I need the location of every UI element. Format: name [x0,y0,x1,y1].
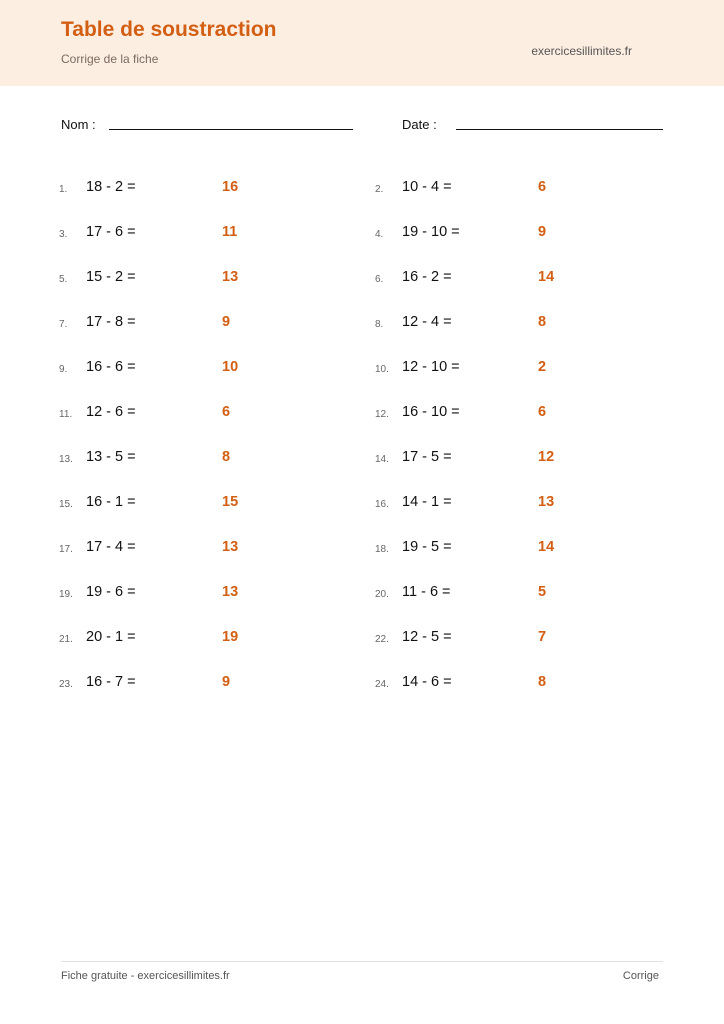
problem-expression: 16 - 10 = [402,404,460,420]
problem-item [375,674,675,694]
problem-answer: 2 [538,359,547,375]
problem-expression: 16 - 1 = [86,494,136,510]
problem-answer: 9 [222,674,231,690]
problem-item [59,404,359,424]
problem-item [59,449,359,469]
problem-expression: 12 - 5 = [402,629,452,645]
problem-item [59,314,359,334]
date-label: Date : [402,117,437,132]
problem-expression: 19 - 6 = [86,584,136,600]
problem-number: 1. [59,184,68,195]
problem-expression: 13 - 5 = [86,449,136,465]
problem-item [375,269,675,289]
problem-expression: 14 - 1 = [402,494,452,510]
problem-number: 11. [59,409,73,420]
problem-answer: 6 [222,404,231,420]
problem-number: 10. [375,364,389,375]
page-subtitle: Corrige de la fiche [61,52,159,66]
problem-answer: 14 [538,539,555,555]
problem-expression: 16 - 6 = [86,359,136,375]
problem-answer: 15 [222,494,239,510]
problem-item [59,494,359,514]
problem-item [375,584,675,604]
problem-number: 21. [59,634,73,645]
problem-number: 8. [375,319,384,330]
problem-expression: 12 - 6 = [86,404,136,420]
problem-answer: 8 [222,449,231,465]
problem-number: 19. [59,589,73,600]
problem-expression: 17 - 4 = [86,539,136,555]
problem-number: 18. [375,544,389,555]
problem-answer: 14 [538,269,555,285]
problem-item [375,629,675,649]
problem-answer: 6 [538,404,547,420]
problem-answer: 8 [538,674,547,690]
problem-item [59,179,359,199]
problem-expression: 10 - 4 = [402,179,452,195]
problem-item [375,539,675,559]
problem-number: 2. [375,184,384,195]
problem-item [375,494,675,514]
problem-expression: 14 - 6 = [402,674,452,690]
problem-expression: 19 - 10 = [402,224,460,240]
problem-item [375,404,675,424]
footer-right-text: Corrige [622,970,659,982]
problem-expression: 12 - 4 = [402,314,452,330]
problem-expression: 12 - 10 = [402,359,460,375]
problem-answer: 9 [538,224,547,240]
problem-item [375,224,675,244]
problem-item [375,449,675,469]
problem-item [375,359,675,379]
problem-number: 9. [59,364,68,375]
problem-expression: 19 - 5 = [402,539,452,555]
problem-number: 23. [59,679,73,690]
problem-answer: 7 [538,629,547,645]
problem-expression: 16 - 2 = [402,269,452,285]
problem-number: 22. [375,634,389,645]
problem-expression: 20 - 1 = [86,629,136,645]
page-title: Table de soustraction [61,18,277,41]
problem-answer: 12 [538,449,555,465]
problem-expression: 11 - 6 = [402,584,451,600]
name-field-line [109,129,353,130]
problem-item [59,224,359,244]
problem-number: 15. [59,499,73,510]
problem-answer: 11 [222,224,238,240]
problem-item [59,584,359,604]
problem-number: 17. [59,544,73,555]
problem-item [59,539,359,559]
problem-number: 14. [375,454,389,465]
problem-number: 6. [375,274,384,285]
problem-number: 24. [375,679,389,690]
problem-expression: 17 - 8 = [86,314,136,330]
footer-divider [61,961,663,962]
problem-answer: 6 [538,179,547,195]
problem-item [59,674,359,694]
page-header [0,0,724,86]
problem-number: 3. [59,229,68,240]
problem-answer: 13 [222,539,239,555]
problem-item [375,179,675,199]
problem-expression: 17 - 5 = [402,449,452,465]
footer-left-text: Fiche gratuite - exercicesillimites.fr [61,970,230,982]
problem-number: 7. [59,319,68,330]
problem-expression: 16 - 7 = [86,674,136,690]
problem-number: 13. [59,454,73,465]
date-field-line [456,129,663,130]
problem-item [59,629,359,649]
problem-number: 16. [375,499,389,510]
problem-expression: 18 - 2 = [86,179,136,195]
problem-answer: 19 [222,629,239,645]
problem-answer: 16 [222,179,239,195]
problem-item [59,269,359,289]
problem-expression: 15 - 2 = [86,269,136,285]
problem-number: 20. [375,589,389,600]
problem-answer: 5 [538,584,547,600]
problem-number: 4. [375,229,384,240]
site-name: exercicesillimites.fr [531,44,632,58]
problem-answer: 10 [222,359,239,375]
problem-number: 5. [59,274,68,285]
problem-expression: 17 - 6 = [86,224,136,240]
name-label: Nom : [61,117,96,132]
problem-item [59,359,359,379]
problem-number: 12. [375,409,389,420]
problem-answer: 8 [538,314,547,330]
problem-answer: 9 [222,314,231,330]
problem-item [375,314,675,334]
problem-answer: 13 [222,269,239,285]
problem-answer: 13 [222,584,239,600]
problem-answer: 13 [538,494,555,510]
